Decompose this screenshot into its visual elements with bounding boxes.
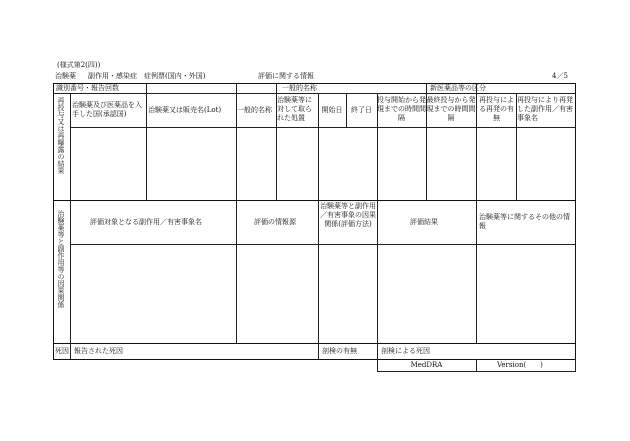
autopsy-cause-label: 剖検による死因 — [381, 347, 430, 355]
col-recurred-event-label: 再投与により再発した副作用／有害事象名 — [517, 96, 573, 122]
col-evaluated-event-label: 評価対象となる副作用／有害事象名 — [90, 218, 202, 226]
col-action-taken-label: 治験薬等に対して取られた処置 — [277, 96, 312, 122]
meddra-label: MedDRA — [410, 361, 443, 369]
col-drug-lot-label: 治験薬又は販売名(Lot) — [148, 106, 222, 114]
generic-name-label: 一般的名称 — [282, 84, 317, 92]
col-onset-interval-label: 投与開始から発現までの時間間隔 — [377, 96, 426, 122]
col-generic-name-label: 一般的名称 — [237, 106, 272, 114]
version-label: Version( ) — [497, 361, 543, 369]
form-number: (様式第2(四)) — [57, 61, 101, 69]
report-type: 副作用・感染症 症例票(国内・外国) — [88, 72, 206, 80]
section-title: 評価に関する情報 — [258, 72, 314, 80]
col-last-dose-interval-label: 最終投与から発現までの時間間隔 — [426, 96, 476, 122]
autopsy-label: 剖検の有無 — [322, 347, 357, 355]
col-recurrence-label: 再投与による再発の有無 — [479, 96, 514, 122]
readmin-side-label: 再投与又は再曝露の結果 — [57, 97, 65, 174]
col-causality-label: 治験薬等と副作用／有害事象の因果関係(評価方法) — [320, 202, 376, 228]
causality-side-label: 治験薬等と副作用等の因果関係 — [57, 210, 65, 308]
id-report-count-label: 識別番号・報告回数 — [56, 84, 119, 92]
reported-cause-label: 報告された死因 — [74, 347, 123, 355]
col-country-label: 治験薬及び医薬品を入手した国(承認国) — [72, 101, 142, 118]
death-side-label: 死因 — [55, 347, 69, 355]
col-end-date-label: 終了日 — [351, 106, 372, 114]
col-eval-result-label: 評価結果 — [410, 218, 438, 226]
page-number: 4／5 — [552, 72, 568, 80]
new-drug-class-label: 新医薬品等の区分 — [430, 84, 486, 92]
col-start-date-label: 開始日 — [321, 106, 343, 114]
col-info-source-label: 評価の情報源 — [254, 218, 296, 226]
col-other-info-label: 治験薬等に関するその他の情報 — [479, 213, 570, 230]
drug-label: 治験薬 — [55, 72, 76, 80]
